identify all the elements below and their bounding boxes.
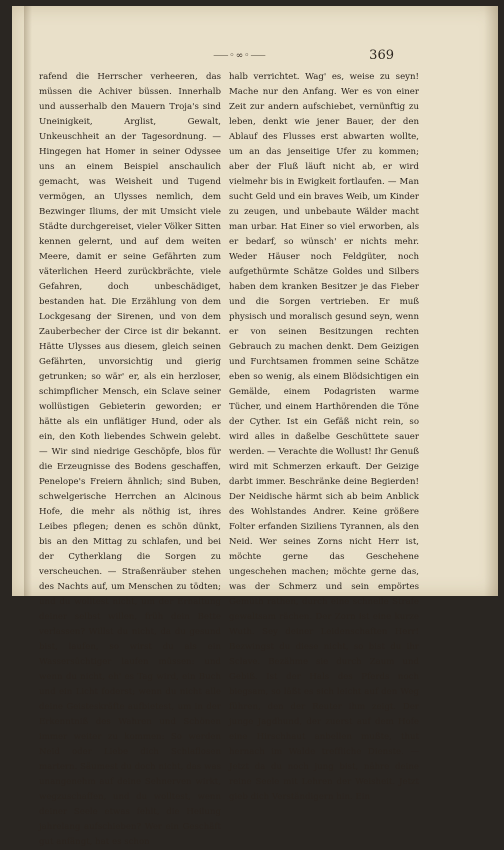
- book-page: [12, 6, 498, 847]
- right-column-text: halb verrichtet. Wag' es, weise zu seyn! Mache nur den Anfang. Wer es von einer Zeit zur andern aufschiebet, vernünftig zu leben, denkt wie jener Bauer, der den Ablauf des Flusses erst abwarten wollte, um an das jenseitige Ufer zu kommen; aber der Fluß läuft nicht ab, er wird vielmehr bis in Ewigkeit fortlaufen. — Man sucht Geld und ein braves Weib, um Kinder zu zeugen, und unbebaute Wälder macht man urbar. Hat Einer so viel erworben, als er bedarf, so wünsch' er nichts mehr. Weder Häuser noch Feldgüter, noch aufgethürmte Schätze Goldes und Silbers haben dem kranken Besitzer je das Fieber und die Sorgen vertrieben. Er muß physisch und moralisch gesund seyn, wenn er von seinen Besitzungen rechten Gebrauch zu machen denkt. Dem Geizigen und Furchtsamen frommen seine Schätze eben so wenig, als einem Blödsichtigen ein Gemälde, einem Podagristen warme Tücher, und einem Harthörenden die Töne der Cyther. Ist ein Gefäß nicht rein, so wird alles in daßelbe Geschüttete sauer werden. — Verachte die Wollust! Ihr Genuß wird mit Schmerzen erkauft. Der Geizige darbt immer. Beschränke deine Begierden! Der Neidische härmt sich ab beim Anblick des Wohlstandes Andrer. Keine größere Folter erfanden Siziliens Tyrannen, als den Neid. Wer seines Zorns nicht Herr ist, möchte gerne das Geschehene ungeschehen machen; möchte gerne das, was der Schmerz und sein empörtes Gemüth rathen, durch eine schnelle Strafe gewaltsam rächen. Der Zorn ist eine kurze Wuth. Sey deiner Leidenschaften Herr! Bezwingst du diese nicht, so bist du ihr Sclave. Bezähme sie durch Zaum und Gebiß. Ist der Hals des Pferds noch biegsam, so läßt es sich leicht auf den Weg führen, den der Reuter ihm zeigt. Der junge Jagdhund, der zuerst auf dem Hofe eine Hirschhaut anbellen mußte, thut hernach im Walde treffliche Dienste. — Jetzt da du noch jung bist, nähre deine reine Seele mit Lehren der Weisheit. Jetzt gieb dich Verständigern hin. Ein: [229, 72, 419, 802]
- header-ornament-icon: ⸺◦∞◦⸺: [213, 51, 267, 61]
- right-text-column: [229, 70, 419, 802]
- left-text-column: [39, 70, 221, 847]
- page-number: 369: [369, 48, 394, 63]
- left-column-text: rafend die Herrscher verheeren, das müssen die Achiver büssen. Innerhalb und ausserhalb den Mauern Troja's sind Uneinigkeit, Arglist, Gewalt, Unkeuschheit an der Tagesordnung. — Hingegen hat Homer in seiner Odyssee uns an einem Beispiel anschaulich gemacht, was Weisheit und Tugend vermögen, an Ulysses nemlich, dem Bezwinger Iliums, der mit Umsicht viele Städte durchgereiset, vieler Völker Sitten kennen gelernt, und auf dem weiten Meere, damit er seine Gefährten zum väterlichen Heerd zurückbrächte, viele Gefahren, doch unbeschädiget, bestanden hat. Die Erzählung von dem Lockgesang der Sirenen, und von dem Zauberbecher der Circe ist dir bekannt. Hätte Ulysses aus diesem, gleich seinen Gefährten, unvorsichtig und gierig getrunken; so wär' er, als ein herzloser, schimpflicher Mensch, ein Sclave seiner wollüstigen Gebieterin geworden; er hätte als ein unflätiger Hund, oder als ein, den Koth liebendes Schwein gelebt. — Wir sind niedrige Geschöpfe, blos für die Erzeugnisse des Bodens geschaffen, Penelope's Freiern ähnlich; sind Buben, schwelgerische Herrchen an Alcinous Hofe, die mehr als nöthig ist, ihres Leibes pflegen; denen es schön dünkt, bis an den Mittag zu schlafen, und bei der Cytherklang die Sorgen zu verscheuchen. — Straßenräuber stehen des Nachts auf, um Menschen zu tödten; und du wolltest nicht, um der Erhaltung deiner selbst willen, früh dein Bette verlassen? Willst du nicht, da du gesund bist, laufen, so wirst du als ein Wassersüchtiger laufen müssen: und wenn du nicht, eh' es Tag wird, ein Buch und ein Licht foderst; wenn du nicht alle deine Geisteskräfte aufbietest, um in der Erkenntniß des Wahren und Schönen immer weiter zu kommen: So werden Neid oder Liebe dich Schlaflosen martern. Säumest du doch nicht, das was unangenehm auf deine Sehnerven wirkt, wegzuschaffen, und du wolltest, wenn deiner Seele etwas fehlt, die Heilung jahrelang aufschieben? Wer ein Geschäft gut anfängt, hat es schon: [39, 72, 221, 847]
- page-edge-shadow: [484, 6, 498, 596]
- page-gutter-shadow: [24, 6, 32, 596]
